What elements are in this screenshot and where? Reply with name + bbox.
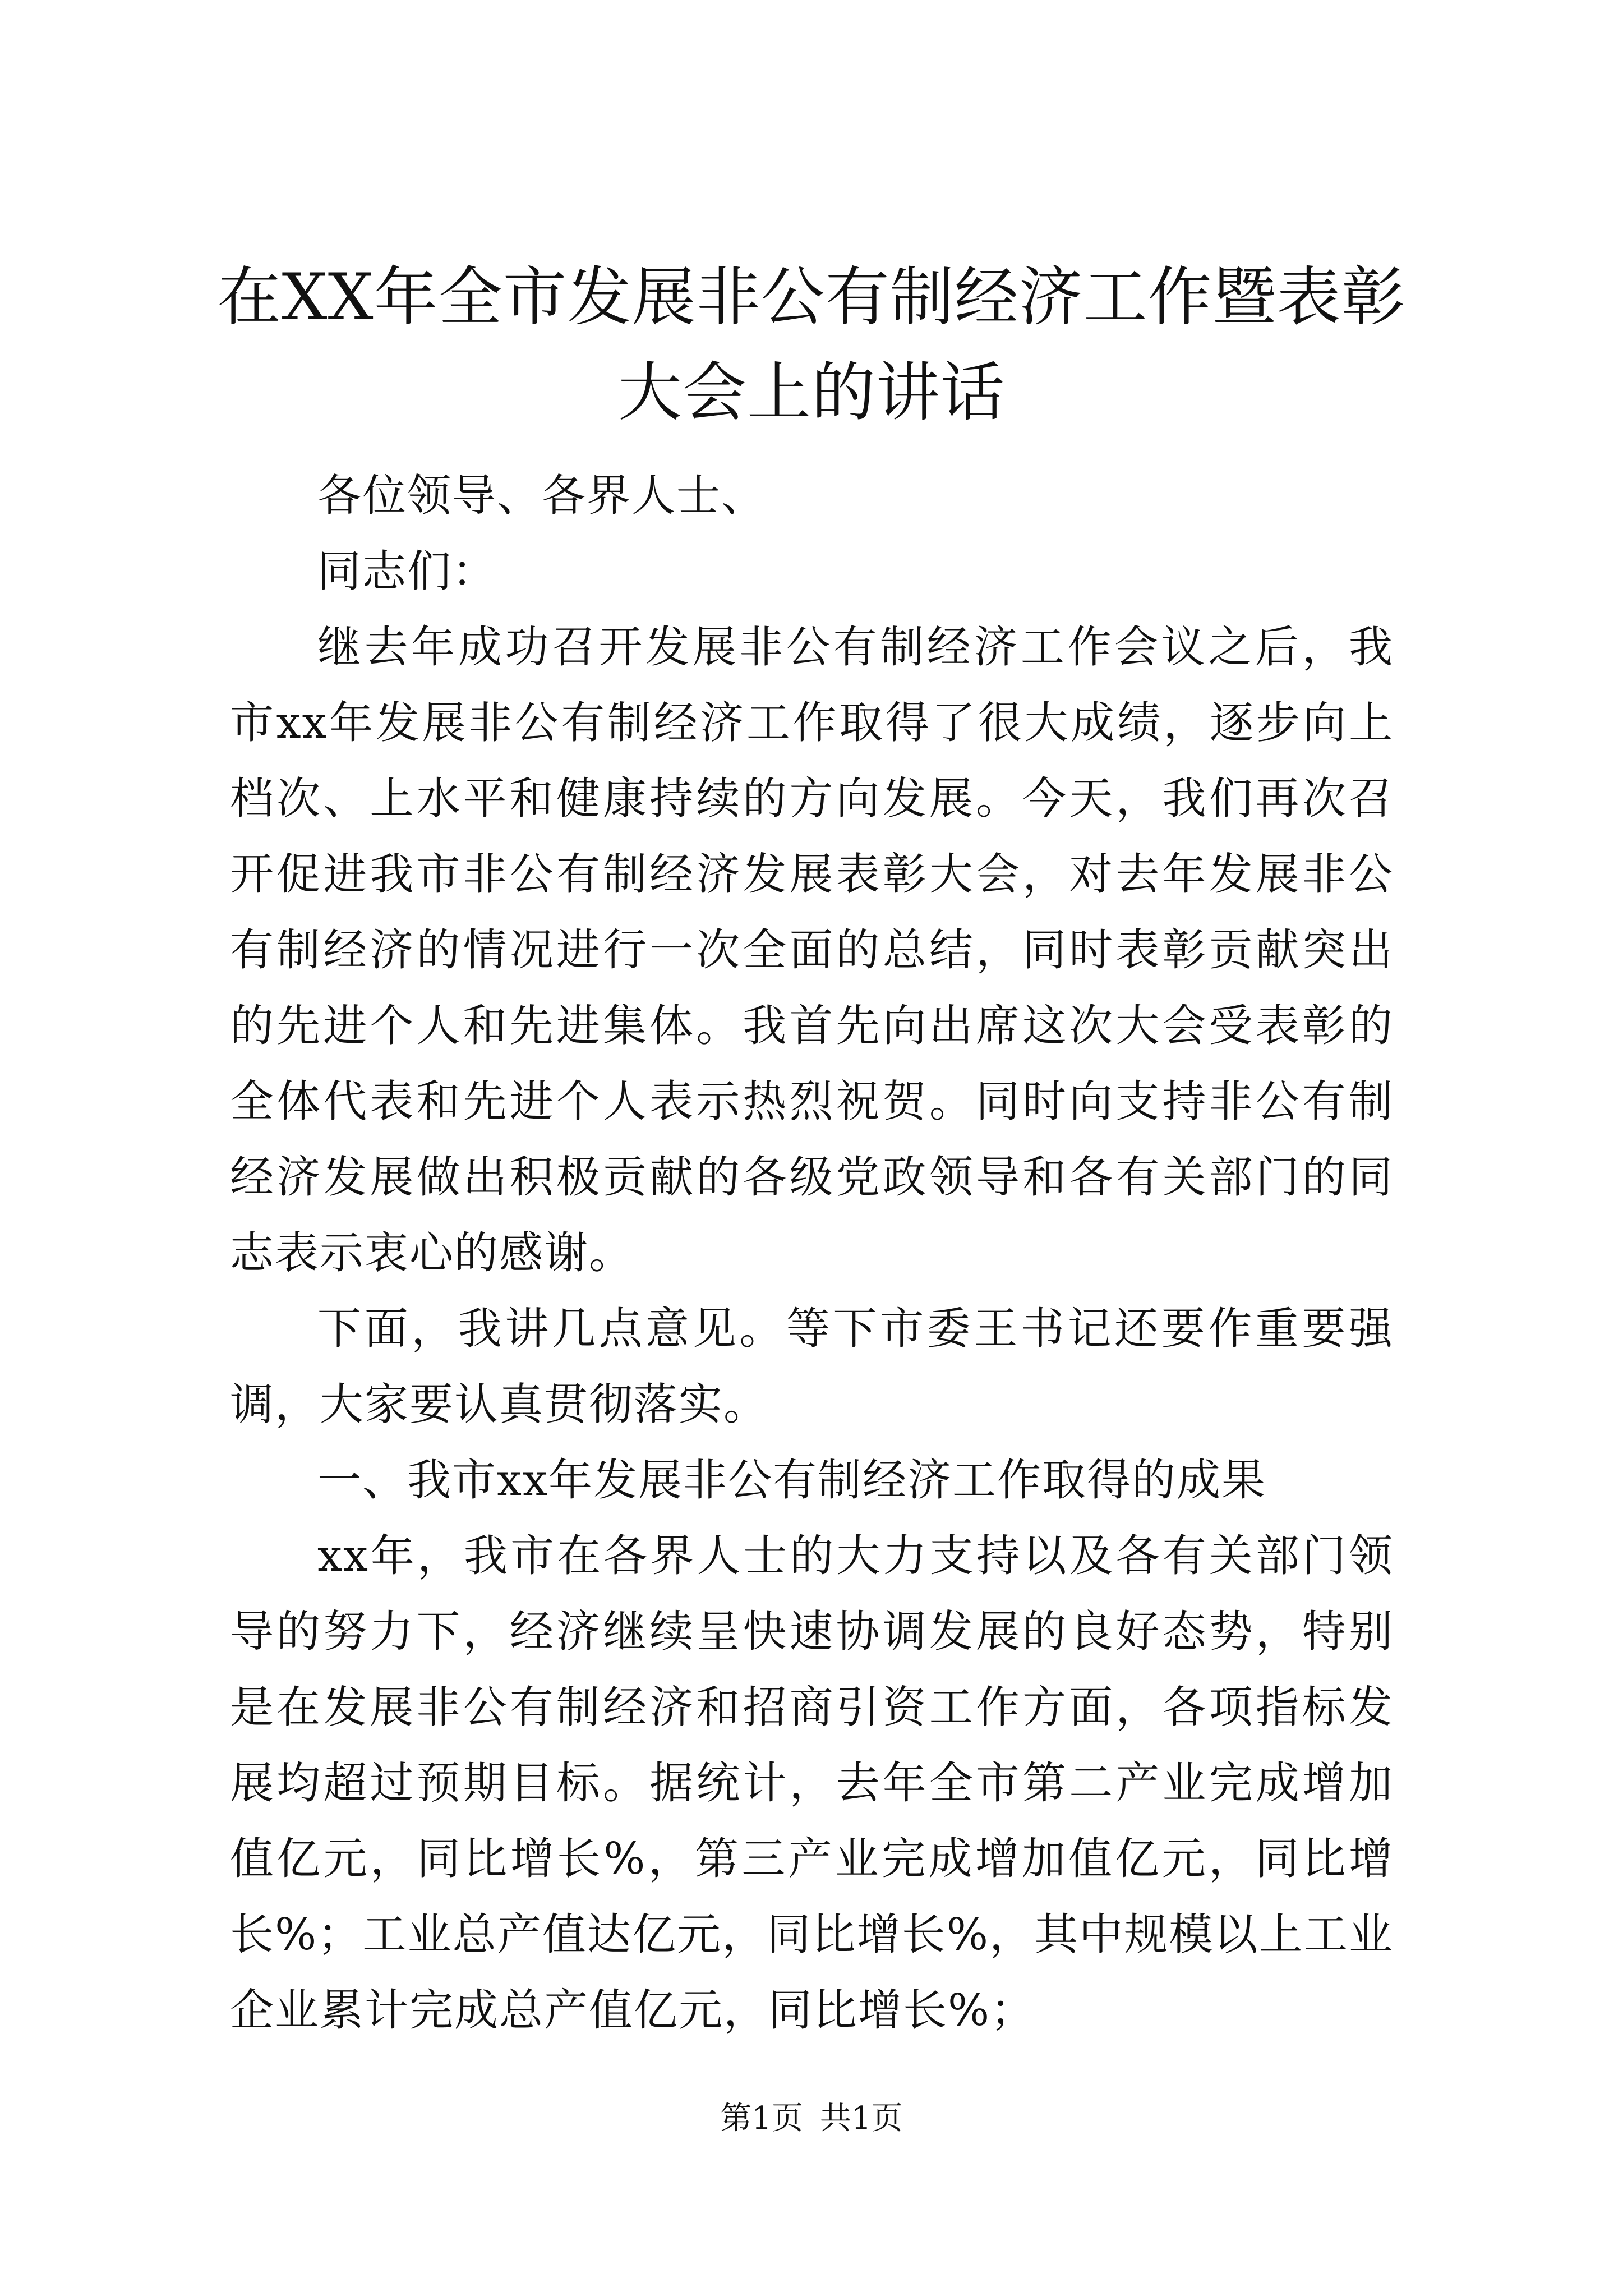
body-paragraph: xx年，我市在各界人士的大力支持以及各有关部门领导的努力下，经济继续呈快速协调发展的良好态势，特别是在发展非公有制经济和招商引资工作方面，各项指标发展均超过预期目标。据统计，去年全市第二产业完成增加值亿元，同比增长%，第三产业完成增加值亿元，同比增长%；工业总产值达亿元，同比增长%，其中规模以上工业企业累计完成总产值亿元，同比增长%； [230, 1531, 1394, 2036]
page-footer [0, 2099, 1623, 2138]
page-number: 第1页 [720, 2100, 803, 2137]
document-body [230, 458, 1394, 2049]
body-paragraph: 下面，我讲几点意见。等下市委王书记还要作重要强调，大家要认真贯彻落实。 [230, 1304, 1394, 1430]
section-heading: 一、我市xx年发展非公有制经济工作取得的成果 [317, 1455, 1266, 1506]
page-total: 共1页 [820, 2100, 903, 2137]
document-title: 在XX年全市发展非公有制经济工作暨表彰大会上的讲话 [217, 260, 1406, 430]
salutation-line-2: 同志们： [317, 546, 497, 597]
body-paragraph: 继去年成功召开发展非公有制经济工作会议之后，我市xx年发展非公有制经济工作取得了很大成绩，逐步向上档次、上水平和健康持续的方向发展。今天，我们再次召开促进我市非公有制经济发展表彰大会，对去年发展非公有制经济的情况进行一次全面的总结，同时表彰贡献突出的先进个人和先进集体。我首先向出席这次大会受表彰的全体代表和先进个人表示热烈祝贺。同时向支持非公有制经济发展做出积极贡献的各级党政领导和各有关部门的同志表示衷心的感谢。 [230, 622, 1394, 1278]
salutation-line-1: 各位领导、各界人士、 [317, 471, 767, 521]
